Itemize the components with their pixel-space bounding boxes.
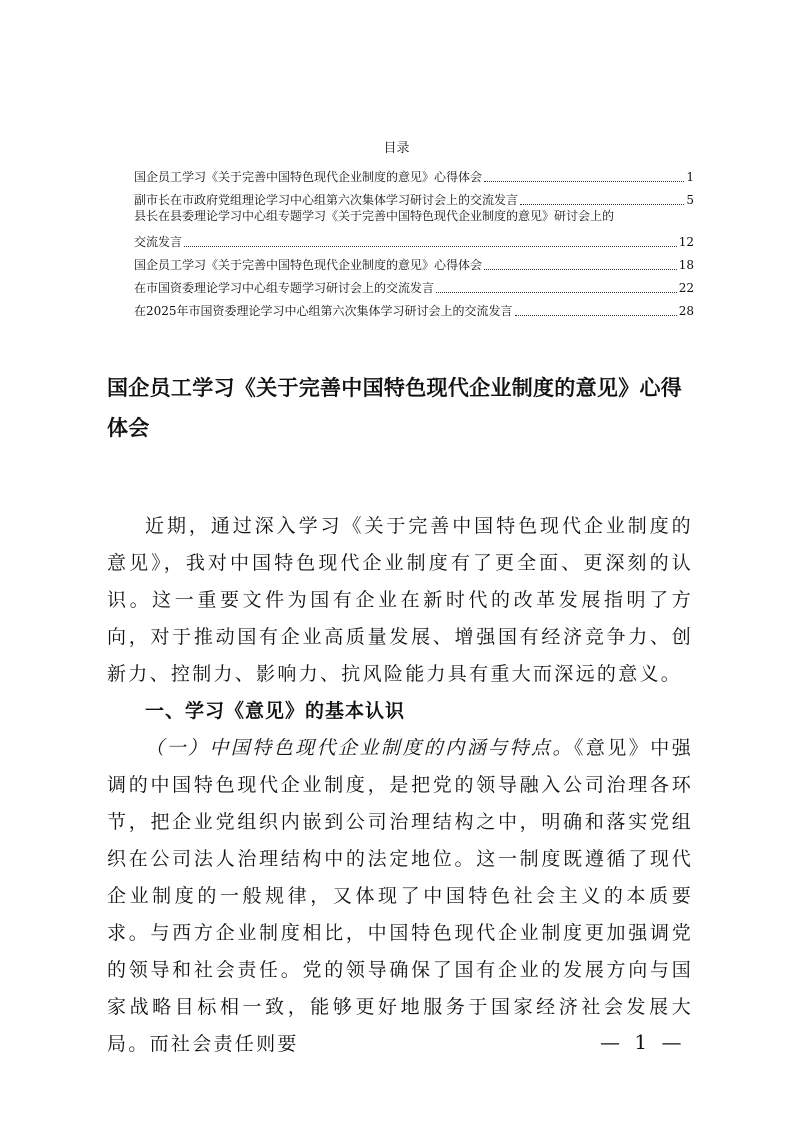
toc-leader-dots	[520, 203, 684, 205]
toc-leader-dots	[484, 180, 684, 182]
toc-entry-title: 在2025年市国资委理论学习中心组第六次集体学习研讨会上的交流发言	[134, 304, 513, 318]
subsection-paragraph	[107, 730, 693, 1063]
toc-entry-page: 12	[678, 235, 694, 249]
toc-entry-page: 22	[678, 281, 694, 295]
toc-entry[interactable]	[134, 162, 694, 185]
section-heading: 一、学习《意见》的基本认识	[145, 700, 406, 722]
subsection-text: 《意见》中强调的中国特色现代企业制度，是把党的领导融入公司治理各环节，把企业党组织内嵌到公司治理结构之中，明确和落实党组织在公司法人治理结构中的法定地位。这一制度既遵循了现代企业制度的一般规律，又体现了中国特色社会主义的本质要求。与西方企业制度相比，中国特色现代企业制度更加强调党的领导和社会责任。党的领导确保了国有企业的发展方向与国家战略目标相一致，能够更好地服务于国家经济社会发展大局。而社会责任则要	[107, 737, 693, 1055]
toc-entry-title: 国企员工学习《关于完善中国特色现代企业制度的意见》心得体会	[134, 258, 483, 272]
toc-title: 目录	[383, 141, 410, 156]
toc-entry-title: 在市国资委理论学习中心组专题学习研讨会上的交流发言	[134, 281, 435, 295]
toc-entry[interactable]	[134, 250, 694, 273]
toc-leader-dots	[184, 245, 677, 247]
toc-entry-page: 18	[678, 258, 694, 272]
toc-entry[interactable]	[134, 273, 694, 296]
toc-entry[interactable]	[134, 296, 694, 319]
intro-paragraph: 近期，通过深入学习《关于完善中国特色现代企业制度的意见》，我对中国特色现代企业制度有了更全面、更深刻的认识。这一重要文件为国有企业在新时代的改革发展指明了方向，对于推动国有企业高质量发展、增强国有经济竞争力、创新力、控制力、影响力、抗风险能力具有重大而深远的意义。	[107, 515, 693, 685]
table-of-contents	[134, 162, 694, 319]
toc-entry-title: 国企员工学习《关于完善中国特色现代企业制度的意见》心得体会	[134, 170, 483, 184]
toc-entry-page: 1	[686, 170, 694, 184]
toc-leader-dots	[515, 314, 677, 316]
toc-entry-title: 县长在县委理论学习中心组专题学习《关于完善中国特色现代企业制度的意见》研讨会上的	[134, 209, 615, 223]
page-number: — 1 —	[600, 1030, 686, 1054]
toc-leader-dots	[436, 291, 677, 293]
toc-entry-title-continued: 交流发言	[134, 235, 183, 249]
toc-entry[interactable]	[134, 208, 694, 250]
toc-leader-dots	[484, 268, 677, 270]
article-body	[107, 508, 693, 1063]
subsection-heading: （一）中国特色现代企业制度的内涵与特点。	[145, 737, 574, 759]
toc-entry-page: 28	[678, 304, 694, 318]
toc-entry-title: 副市长在市政府党组理论学习中心组第六次集体学习研讨会上的交流发言	[134, 193, 519, 207]
toc-entry[interactable]	[134, 185, 694, 208]
article-title: 国企员工学习《关于完善中国特色现代企业制度的意见》心得体会	[107, 376, 683, 440]
toc-entry-page: 5	[686, 193, 694, 207]
